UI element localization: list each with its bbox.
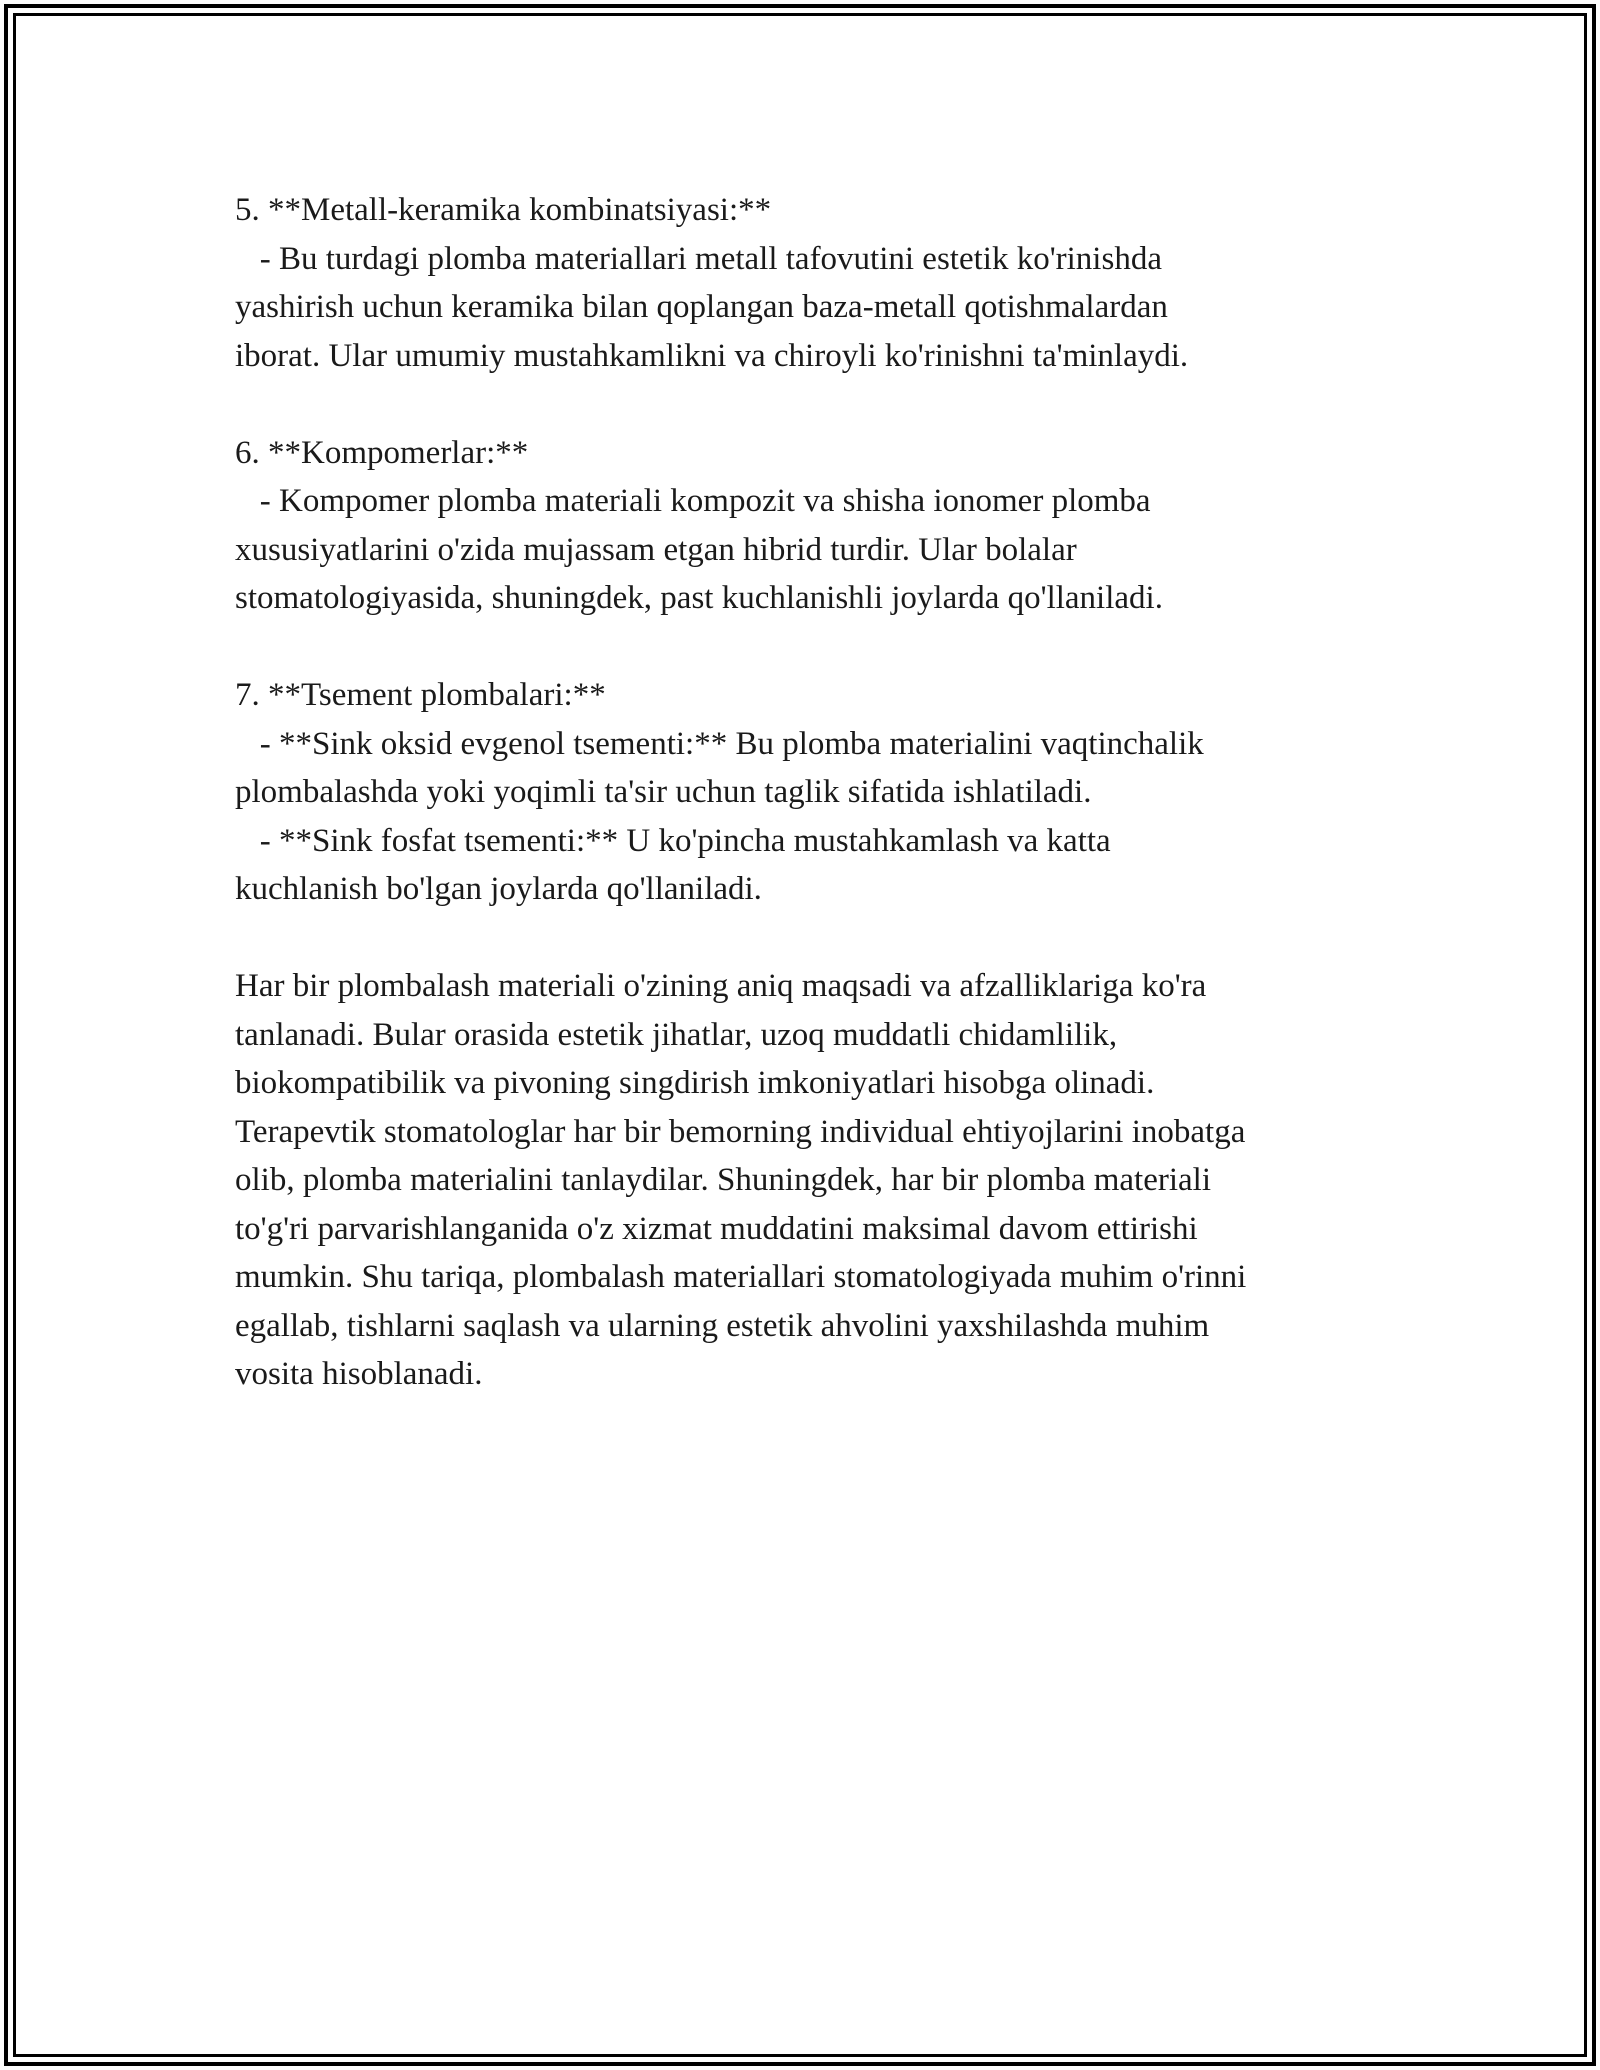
paragraph-line: - Bu turdagi plomba materiallari metall tafovutini estetik ko'rinishda bbox=[235, 240, 1162, 277]
section-conclusion bbox=[235, 962, 1395, 1399]
paragraph-line: Terapevtik stomatologlar har bir bemorning individual ehtiyojlarini inobatga bbox=[235, 1113, 1246, 1150]
section-metall-keramika bbox=[235, 186, 1395, 380]
paragraph-line: mumkin. Shu tariqa, plombalash materiallari stomatologiyada muhim o'rinni bbox=[235, 1259, 1247, 1295]
paragraph-line: yashirish uchun keramika bilan qoplangan baza-metall qotishmalardan bbox=[235, 289, 1168, 325]
paragraph-line: tanlanadi. Bular orasida estetik jihatlar, uzoq muddatli chidamlilik, bbox=[235, 1016, 1118, 1053]
paragraph-line: - **Sink oksid evgenol tsementi:** Bu plomba materialini vaqtinchalik bbox=[235, 725, 1204, 762]
paragraph-line: xususiyatlarini o'zida mujassam etgan hibrid turdir. Ular bolalar bbox=[235, 531, 1077, 568]
paragraph-line: olib, plomba materialini tanlaydilar. Shuningdek, har bir plomba materiali bbox=[235, 1162, 1212, 1198]
paragraph-line: biokompatibilik va pivoning singdirish imkoniyatlari hisobga olinadi. bbox=[235, 1065, 1155, 1101]
paragraph-gap bbox=[235, 380, 1395, 429]
paragraph-line: egallab, tishlarni saqlash va ularning estetik ahvolini yaxshilashda muhim bbox=[235, 1307, 1210, 1344]
paragraph-line: - **Sink fosfat tsementi:** U ko'pincha mustahkamlash va katta bbox=[235, 822, 1111, 859]
paragraph-line: plombalashda yoki yoqimli ta'sir uchun taglik sifatida ishlatiladi. bbox=[235, 774, 1092, 810]
paragraph-line: kuchlanish bo'lgan joylarda qo'llaniladi. bbox=[235, 871, 762, 907]
section-heading: 6. **Kompomerlar:** bbox=[235, 434, 529, 471]
paragraph-line: vosita hisoblanadi. bbox=[235, 1356, 483, 1392]
section-heading: 7. **Tsement plombalari:** bbox=[235, 677, 606, 713]
section-heading: 5. **Metall-keramika kombinatsiyasi:** bbox=[235, 192, 772, 228]
paragraph-line: to'g'ri parvarishlanganida o'z xizmat muddatini maksimal davom ettirishi bbox=[235, 1210, 1198, 1247]
section-kompomerlar bbox=[235, 429, 1395, 623]
section-tsement-plombalari bbox=[235, 671, 1395, 914]
document-body bbox=[235, 186, 1395, 1399]
paragraph-line: stomatologiyasida, shuningdek, past kuchlanishli joylarda qo'llaniladi. bbox=[235, 580, 1163, 616]
paragraph-line: Har bir plombalash materiali o'zining aniq maqsadi va afzalliklariga ko'ra bbox=[235, 968, 1207, 1004]
paragraph-line: - Kompomer plomba materiali kompozit va shisha ionomer plomba bbox=[235, 483, 1151, 519]
paragraph-line: iborat. Ular umumiy mustahkamlikni va chiroyli ko'rinishni ta'minlaydi. bbox=[235, 337, 1189, 374]
paragraph-gap bbox=[235, 623, 1395, 672]
paragraph-gap bbox=[235, 914, 1395, 963]
